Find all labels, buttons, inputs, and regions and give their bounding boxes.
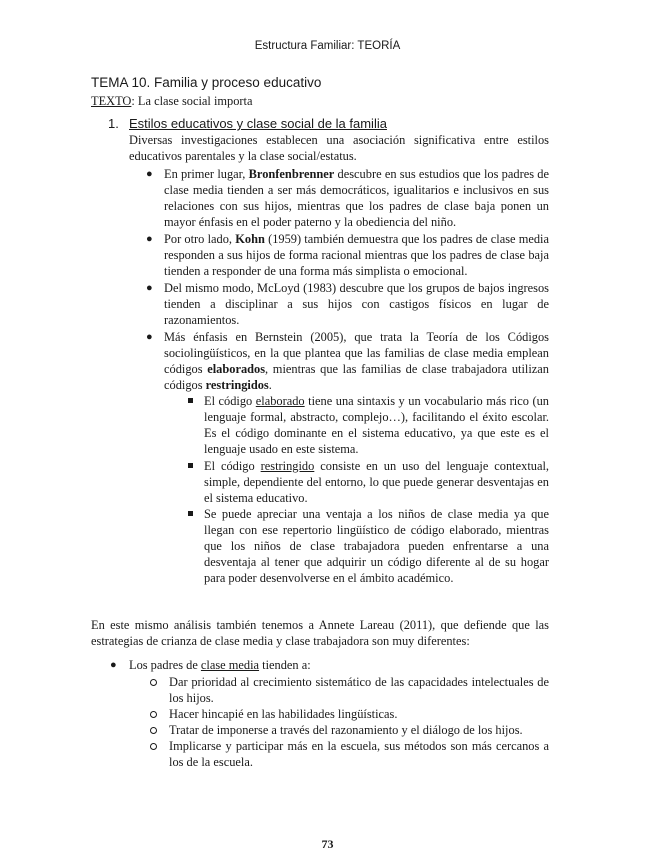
text-run: descubre en sus estudios que los padres de clase media tienden a ser más democráticos, igualitarios e inclusivos en sus relaciones con sus hijos, mientras que los padres de clase baja ponen un mayor énfasis en el poder paterno y la obediencia del niño. bbox=[164, 167, 549, 230]
text-run: (1959) también demuestra que los padres de clase media responden a sus hijos de forma racional mientras que los padres de clase baja tienden a responder de una forma más simplista o emocional. bbox=[164, 232, 549, 279]
text-run: , mientras que las familias de clase trabajadora utilizan códigos bbox=[164, 362, 549, 393]
text-run: El código bbox=[204, 394, 256, 408]
list-item bbox=[129, 657, 549, 673]
square-bullet-icon bbox=[188, 398, 193, 403]
lareau-paragraph: En este mismo análisis también tenemos a Annete Lareau (2011), que defiende que las estrategias de crianza de clase media y clase trabajadora son muy diferentes: bbox=[91, 618, 549, 649]
underlined-term: elaborado bbox=[255, 394, 305, 408]
text-run: consiste en un uso del lenguaje contextual, simple, dependiente del entorno, lo que puede generar desventajas en el sistema educativo. bbox=[204, 459, 549, 506]
sub-list-item bbox=[204, 458, 549, 506]
list-item bbox=[164, 329, 549, 393]
square-bullet-icon bbox=[188, 463, 193, 468]
sub-list-item: Implicarse y participar más en la escuela, sus métodos son más cercanos a los de la escuela. bbox=[169, 739, 549, 770]
page-number: 73 bbox=[321, 837, 334, 851]
sub-list-item: Hacer hincapié en las habilidades lingüísticas. bbox=[169, 707, 398, 721]
author-name: Kohn bbox=[235, 232, 265, 246]
sub-list-item: Dar prioridad al crecimiento sistemático de las capacidades intelectuales de los hijos. bbox=[169, 675, 549, 706]
underlined-term: clase media bbox=[200, 658, 260, 672]
bold-term: elaborados bbox=[207, 362, 266, 377]
sub-list-item: Se puede apreciar una ventaja a los niños de clase media ya que llegan con ese repertorio lingüístico de código elaborado, mientras que los niños de clase trabajadora pueden enfrentarse a una desventaja al tener que adquirir un código diferente al de su hogar para poder desenvolverse en el ámbito académico. bbox=[204, 507, 549, 586]
text-run: En primer lugar, bbox=[164, 167, 249, 181]
page-header: Estructura Familiar: TEORÍA bbox=[254, 40, 401, 52]
bold-term: restringidos bbox=[205, 378, 269, 393]
text-run: El código bbox=[204, 459, 261, 473]
circle-bullet-icon bbox=[150, 743, 157, 750]
list-item bbox=[164, 231, 549, 279]
bullet-dot-icon: ● bbox=[146, 233, 153, 245]
text-run: Los padres de bbox=[129, 658, 201, 672]
section-number: 1. bbox=[108, 116, 119, 131]
underlined-term: restringido bbox=[260, 459, 315, 473]
section-intro: Diversas investigaciones establecen una asociación significativa entre estilos educativos parentales y la clase social/estatus. bbox=[129, 133, 549, 164]
text-label: TEXTO bbox=[91, 94, 132, 108]
text-title: : La clase social importa bbox=[131, 94, 253, 108]
topic-title: TEMA 10. Familia y proceso educativo bbox=[91, 75, 322, 90]
text-run: Por otro lado, bbox=[164, 232, 236, 246]
text-subtitle bbox=[91, 93, 253, 109]
list-item: Del mismo modo, McLoyd (1983) descubre que los grupos de bajos ingresos tienden a disciplinar a sus hijos con castigos físicos en lugar de razonamientos. bbox=[164, 281, 549, 328]
sub-list-item bbox=[204, 393, 549, 457]
text-run: . bbox=[268, 378, 272, 393]
circle-bullet-icon bbox=[150, 679, 157, 686]
section-title: Estilos educativos y clase social de la familia bbox=[129, 116, 387, 131]
circle-bullet-icon bbox=[150, 711, 157, 718]
bullet-dot-icon: ● bbox=[146, 331, 153, 343]
sub-list-item: Tratar de imponerse a través del razonamiento y el diálogo de los hijos. bbox=[169, 723, 523, 737]
list-item bbox=[164, 166, 549, 230]
bullet-dot-icon: ● bbox=[146, 282, 153, 294]
author-name: Bronfenbrenner bbox=[248, 167, 335, 181]
circle-bullet-icon bbox=[150, 727, 157, 734]
text-run: tiene una sintaxis y un vocabulario más rico (un lenguaje formal, abstracto, complejo…), facilitando el éxito escolar. Es el código dominante en el sistema educativo, ya que este es el lenguaje usado en este sistema. bbox=[204, 394, 549, 457]
bullet-dot-icon: ● bbox=[110, 659, 117, 671]
bullet-dot-icon: ● bbox=[146, 168, 153, 180]
text-run: tienden a: bbox=[259, 658, 311, 672]
square-bullet-icon bbox=[188, 511, 193, 516]
text-run: Más énfasis en Bernstein (2005), que trata la Teoría de los Códigos sociolingüísticos, en la que plantea que las familias de clase media emplean códigos bbox=[164, 330, 549, 377]
